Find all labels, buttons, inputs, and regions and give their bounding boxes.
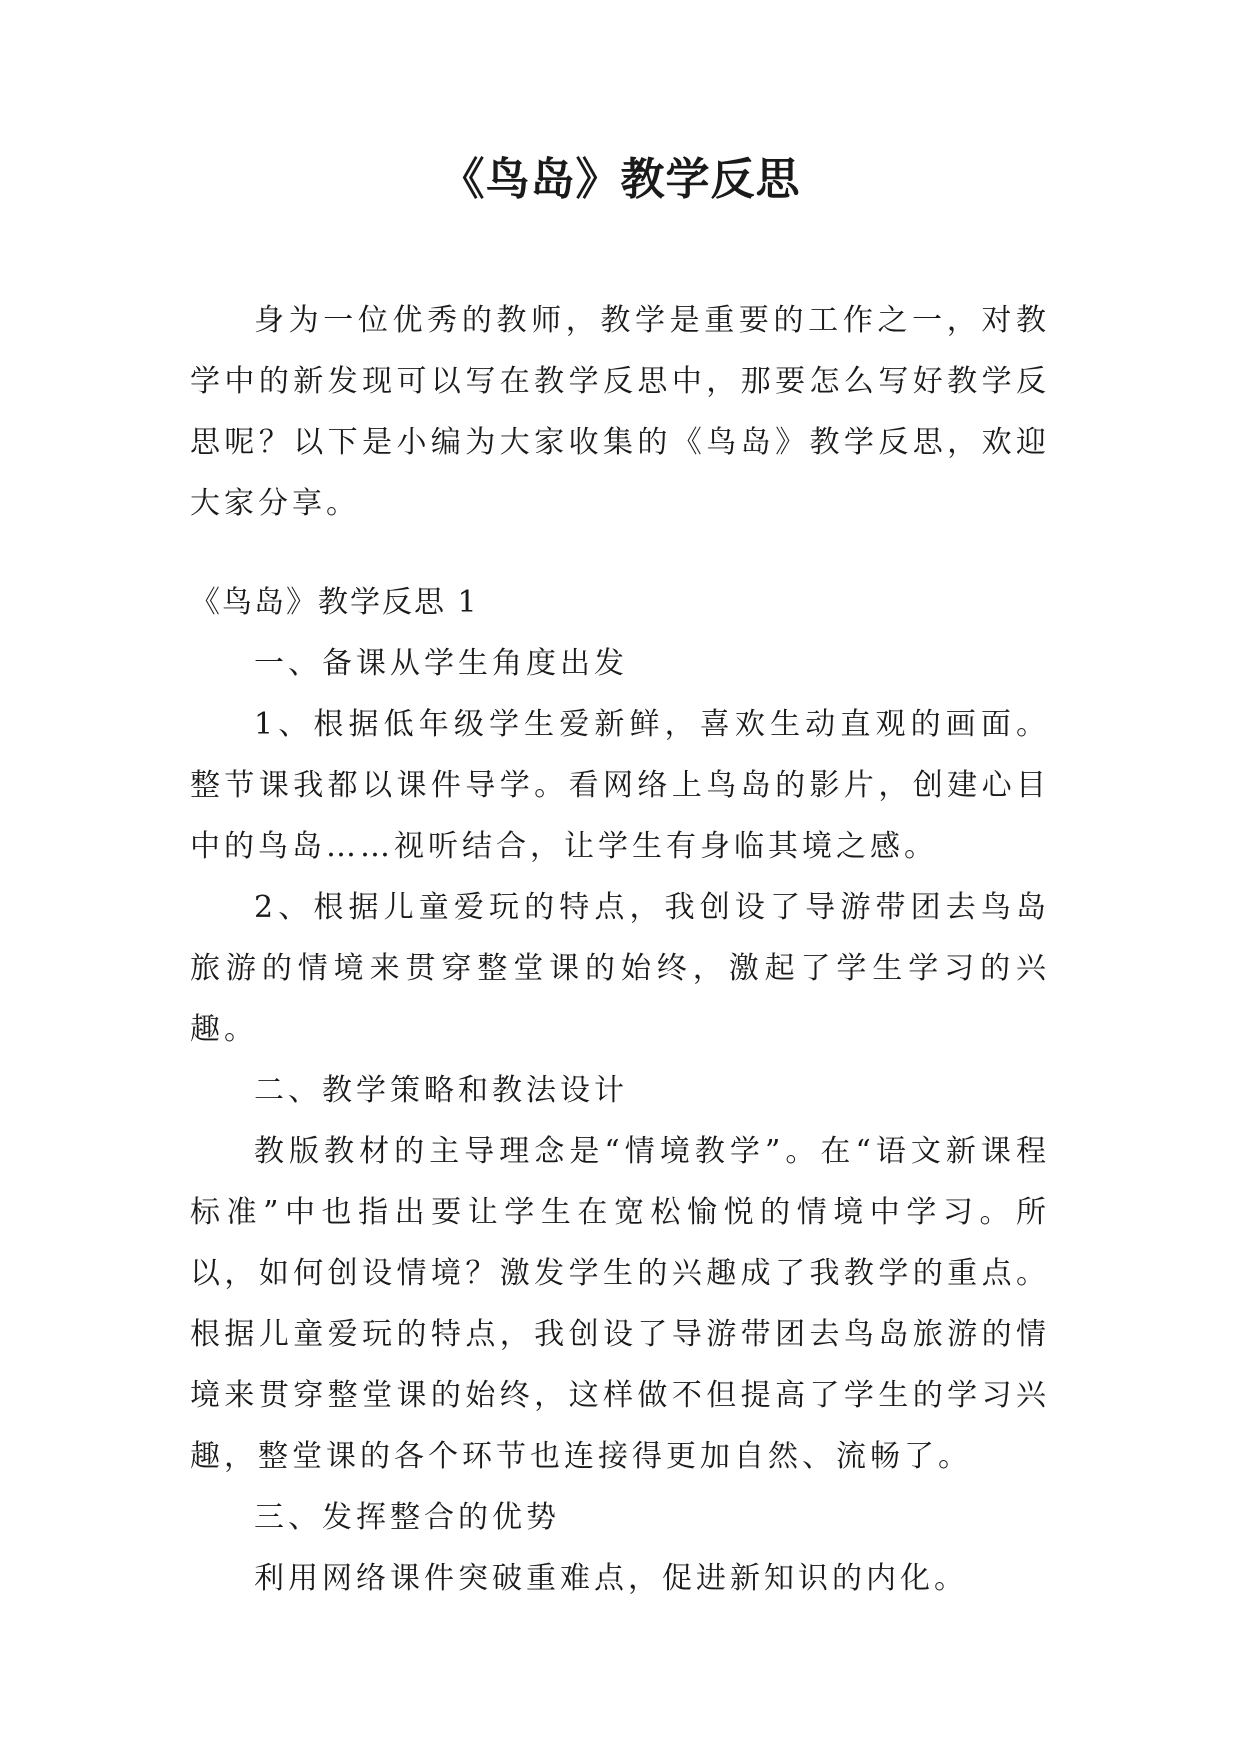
paragraph-3: 教版教材的主导理念是“情境教学”。在“语文新课程标准”中也指出要让学生在宽松愉悦的情境中学习。所以，如何创设情境？激发学生的兴趣成了我教学的重点。根据儿童爱玩的特点，我创设了导游带团去鸟岛旅游的情境来贯穿整堂课的始终，这样做不但提高了学生的学习兴趣，整堂课的各个环节也连接得更加自然、流畅了。	[190, 1134, 1050, 1474]
section-heading: 《鸟岛》教学反思 1	[190, 585, 479, 620]
paragraph-4: 利用网络课件突破重难点，促进新知识的内化。	[254, 1561, 968, 1596]
paragraph-2: 2、根据儿童爱玩的特点，我创设了导游带团去鸟岛旅游的情境来贯穿整堂课的始终，激起了学生学习的兴趣。	[190, 890, 1050, 1047]
subheading-2: 二、教学策略和教法设计	[254, 1073, 628, 1108]
intro-paragraph: 身为一位优秀的教师，教学是重要的工作之一，对教学中的新发现可以写在教学反思中，那要怎么写好教学反思呢？以下是小编为大家收集的《鸟岛》教学反思，欢迎大家分享。	[190, 303, 1050, 521]
paragraph-1: 1、根据低年级学生爱新鲜，喜欢生动直观的画面。整节课我都以课件导学。看网络上鸟岛的影片，创建心目中的鸟岛……视听结合，让学生有身临其境之感。	[190, 707, 1050, 864]
document-title: 《鸟岛》教学反思	[440, 154, 801, 205]
subheading-3: 三、发挥整合的优势	[254, 1500, 560, 1535]
subheading-1: 一、备课从学生角度出发	[254, 646, 628, 681]
section-content	[190, 633, 1050, 1609]
